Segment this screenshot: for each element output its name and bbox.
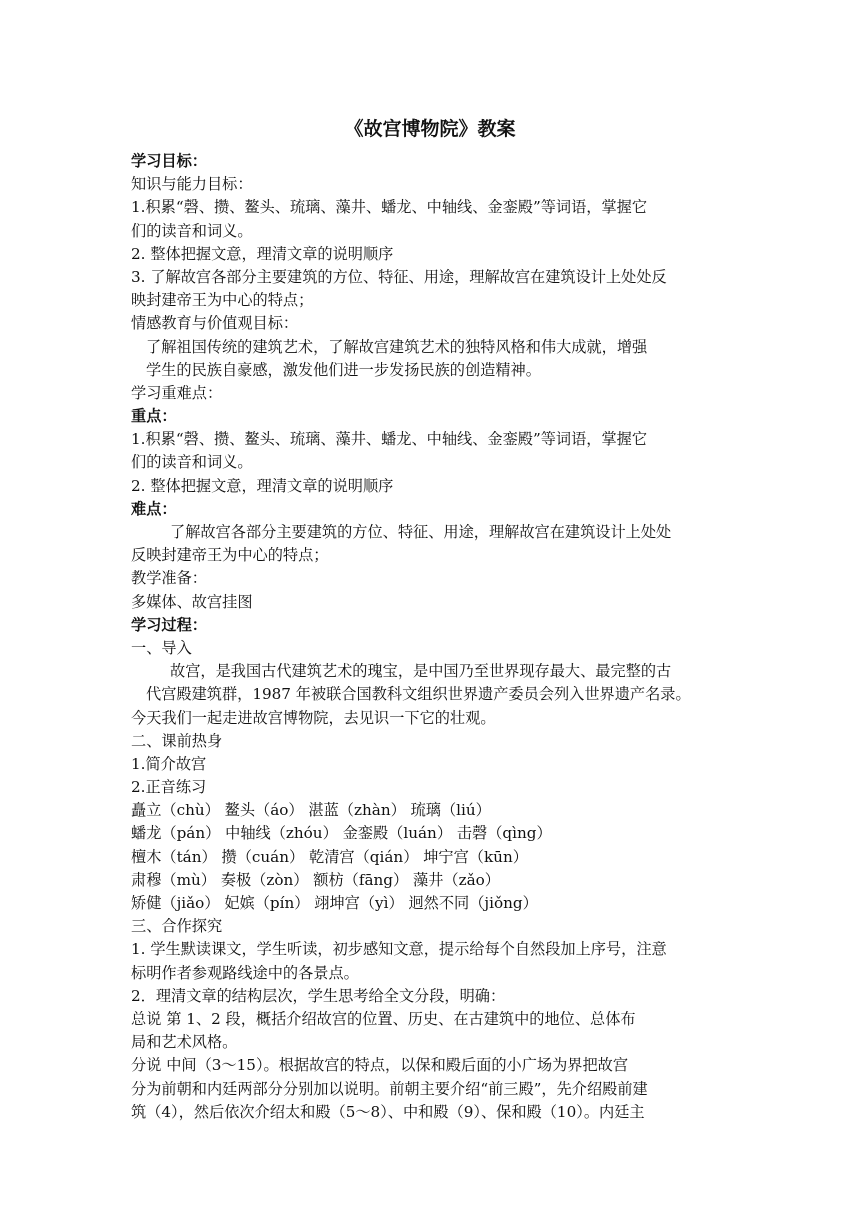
- text-line: 们的读音和词义。: [131, 453, 253, 472]
- text-line: 蟠龙（pán） 中轴线（zhóu） 金銮殿（luán） 击磬（qìng）: [131, 824, 552, 843]
- text-line: 2．理清文章的结构层次，学生思考给全文分段，明确：: [131, 986, 506, 1005]
- text-line: 矫健（jiǎo） 妃嫔（pín） 翊坤宫（yì） 迥然不同（jiǒng）: [131, 894, 538, 912]
- text-line: 三、合作探究: [131, 917, 223, 936]
- text-line: 情感教育与价值观目标：: [131, 314, 299, 333]
- document-body: [131, 150, 737, 1124]
- text-line: 学生的民族自豪感，激发他们进一步发扬民族的创造精神。: [146, 360, 541, 379]
- section-heading: 学习过程：: [131, 615, 207, 634]
- text-line: 学习重难点：: [131, 383, 223, 402]
- text-line: 2. 整体把握文意，理清文章的说明顺序: [131, 476, 394, 495]
- text-line: 筑（4），然后依次介绍太和殿（5～8）、中和殿（9）、保和殿（10）。内廷主: [131, 1102, 645, 1121]
- text-line: 3. 了解故宫各部分主要建筑的方位、特征、用途，理解故宫在建筑设计上处处反: [131, 267, 667, 286]
- text-line: 今天我们一起走进故宫博物院，去见识一下它的壮观。: [131, 708, 496, 727]
- text-line: 二、课前热身: [131, 731, 223, 750]
- text-line: 1.积累“磬、攒、鳌头、琉璃、藻井、蟠龙、中轴线、金銮殿”等词语，掌握它: [131, 430, 648, 449]
- text-line: 映封建帝王为中心的特点；: [131, 291, 314, 310]
- text-line: 多媒体、故宫挂图: [131, 592, 253, 611]
- document-title: 《故宫博物院》教案: [344, 118, 516, 140]
- text-line: 知识与能力目标：: [131, 175, 253, 194]
- text-line: 檀木（tán） 攒（cuán） 乾清宫（qián） 坤宁宫（kūn）: [131, 847, 528, 866]
- text-line: 分为前朝和内廷两部分分别加以说明。前朝主要介绍“前三殿”，先介绍殿前建: [131, 1079, 648, 1098]
- text-line: 肃穆（mù） 奏极（zòn） 额枋（fāng） 藻井（zǎo）: [131, 870, 500, 889]
- text-line: 矗立（chù） 鳌头（áo） 湛蓝（zhàn） 琉璃（liú）: [131, 801, 491, 820]
- text-line: 2. 整体把握文意，理清文章的说明顺序: [131, 244, 394, 263]
- text-line: 局和艺术风格。: [131, 1033, 238, 1052]
- text-line: 1.简介故宫: [131, 754, 207, 773]
- text-line: 代宫殿建筑群，1987 年被联合国教科文组织世界遗产委员会列入世界遗产名录。: [146, 685, 691, 704]
- section-heading: 学习目标：: [131, 152, 207, 170]
- text-line: 故宫，是我国古代建筑艺术的瑰宝，是中国乃至世界现存最大、最完整的古: [170, 662, 672, 681]
- text-line: 一、导入: [131, 638, 192, 657]
- text-line: 们的读音和词义。: [131, 221, 253, 240]
- text-line: 教学准备：: [131, 569, 207, 588]
- text-line: 了解祖国传统的建筑艺术，了解故宫建筑艺术的独特风格和伟大成就，增强: [146, 337, 648, 356]
- section-heading: 重点：: [131, 407, 177, 426]
- text-line: 反映封建帝王为中心的特点；: [131, 546, 329, 565]
- text-line: 了解故宫各部分主要建筑的方位、特征、用途，理解故宫在建筑设计上处处: [170, 523, 672, 541]
- section-heading: 难点：: [131, 499, 177, 518]
- text-line: 2.正音练习: [131, 778, 207, 797]
- text-line: 分说 中间（3～15）。根据故宫的特点，以保和殿后面的小广场为界把故宫: [131, 1056, 629, 1075]
- text-line: 标明作者参观路线途中的各景点。: [131, 963, 359, 982]
- text-line: 1. 学生默读课文，学生听读，初步感知文意，提示给每个自然段加上序号，注意: [131, 940, 667, 959]
- text-line: 1.积累“磬、攒、鳌头、琉璃、藻井、蟠龙、中轴线、金銮殿”等词语，掌握它: [131, 198, 648, 217]
- text-line: 总说 第 1、2 段，概括介绍故宫的位置、历史、在古建筑中的地位、总体布: [131, 1009, 636, 1028]
